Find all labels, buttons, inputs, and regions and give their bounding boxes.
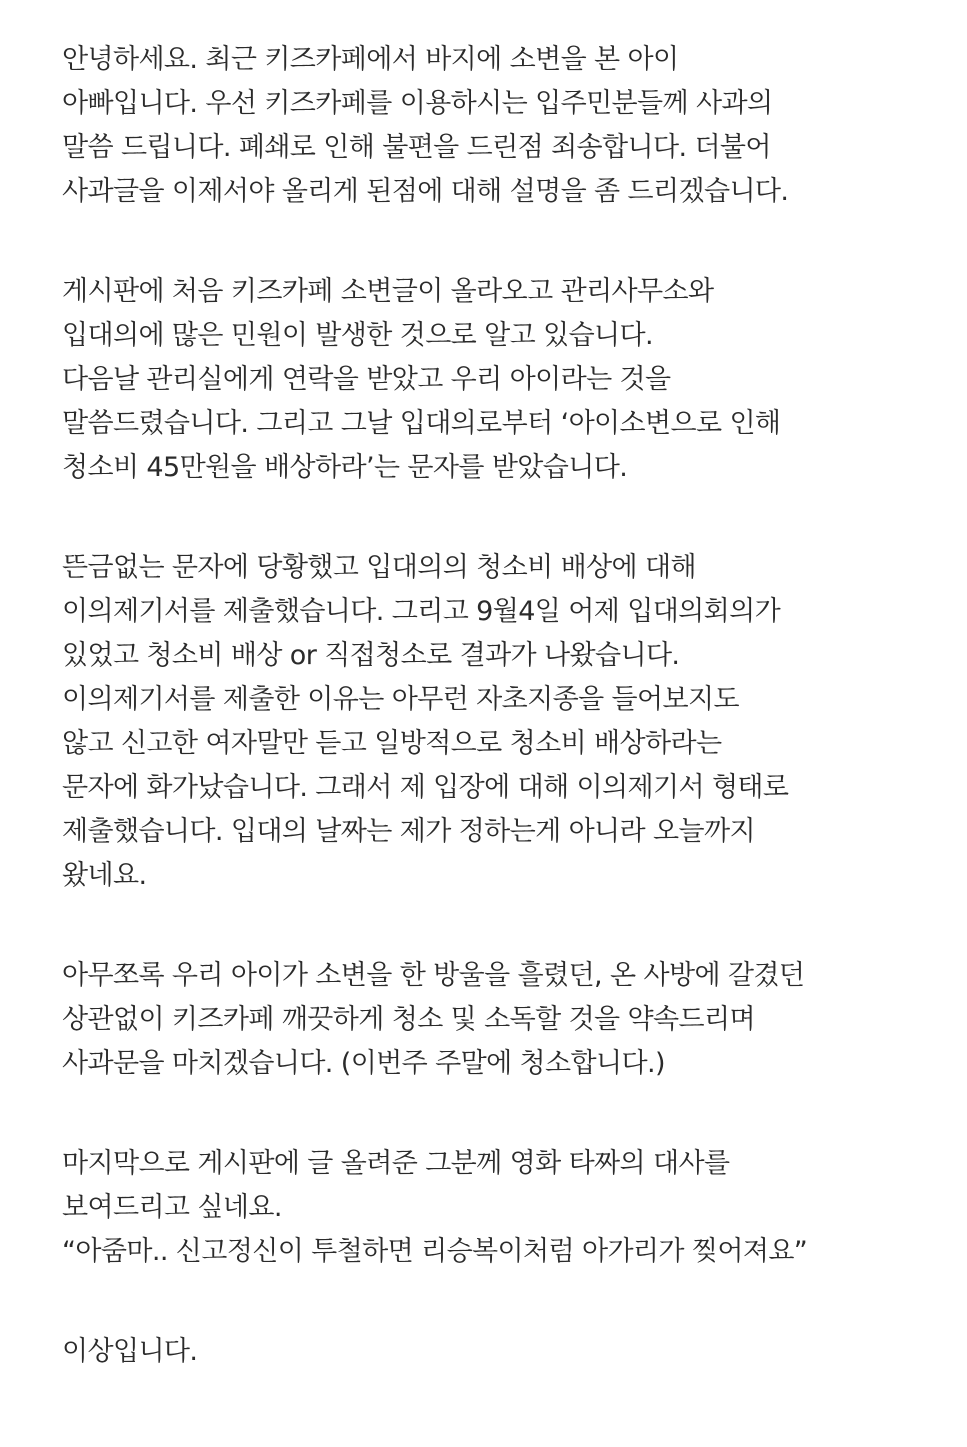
text-line: 왔네요.	[62, 860, 147, 891]
text-line: 이의제기서를 제출한 이유는 아무런 자초지종을 들어보지도	[62, 684, 739, 715]
text-line: 안녕하세요. 최근 키즈카페에서 바지에 소변을 본 아이	[62, 44, 679, 75]
text-line: “아줌마.. 신고정신이 투철하면 리승복이처럼 아가리가 찢어져요”	[62, 1236, 808, 1267]
text-line: 이의제기서를 제출했습니다. 그리고 9월4일 어제 입대의회의가	[62, 596, 781, 627]
paragraph-greeting	[62, 38, 942, 214]
text-line: 마지막으로 게시판에 글 올려준 그분께 영화 타짜의 대사를	[62, 1148, 730, 1179]
text-line: 입대의에 많은 민원이 발생한 것으로 알고 있습니다.	[62, 320, 653, 351]
text-line: 문자에 화가났습니다. 그래서 제 입장에 대해 이의제기서 형태로	[62, 772, 789, 803]
text-line: 뜬금없는 문자에 당황했고 입대의의 청소비 배상에 대해	[62, 552, 696, 583]
text-line: 말씀 드립니다. 폐쇄로 인해 불편을 드린점 죄송합니다. 더불어	[62, 132, 771, 163]
text-line: 아무쪼록 우리 아이가 소변을 한 방울을 흘렸던, 온 사방에 갈겼던	[62, 960, 805, 991]
text-line: 상관없이 키즈카페 깨끗하게 청소 및 소독할 것을 약속드리며	[62, 1004, 755, 1035]
text-line: 있었고 청소비 배상 or 직접청소로 결과가 나왔습니다.	[62, 640, 680, 671]
text-line: 이상입니다.	[62, 1336, 198, 1367]
text-line: 게시판에 처음 키즈카페 소변글이 올라오고 관리사무소와	[62, 276, 714, 307]
paragraph-promise	[62, 954, 942, 1086]
paragraph-objection	[62, 546, 942, 898]
paragraph-closing-quote	[62, 1142, 942, 1274]
text-line: 사과글을 이제서야 올리게 된점에 대해 설명을 좀 드리겠습니다.	[62, 176, 789, 207]
text-line: 제출했습니다. 입대의 날짜는 제가 정하는게 아니라 오늘까지	[62, 816, 755, 847]
apology-post	[62, 38, 942, 1430]
paragraph-signoff	[62, 1330, 942, 1374]
text-line: 아빠입니다. 우선 키즈카페를 이용하시는 입주민분들께 사과의	[62, 88, 773, 119]
text-line: 사과문을 마치겠습니다. (이번주 주말에 청소합니다.)	[62, 1048, 665, 1079]
paragraph-background	[62, 270, 942, 490]
text-line: 청소비 45만원을 배상하라’는 문자를 받았습니다.	[62, 452, 628, 483]
text-line: 말씀드렸습니다. 그리고 그날 입대의로부터 ‘아이소변으로 인해	[62, 408, 781, 439]
text-line: 않고 신고한 여자말만 듣고 일방적으로 청소비 배상하라는	[62, 728, 722, 759]
text-line: 다음날 관리실에게 연락을 받았고 우리 아이라는 것을	[62, 364, 671, 395]
text-line: 보여드리고 싶네요.	[62, 1192, 282, 1223]
